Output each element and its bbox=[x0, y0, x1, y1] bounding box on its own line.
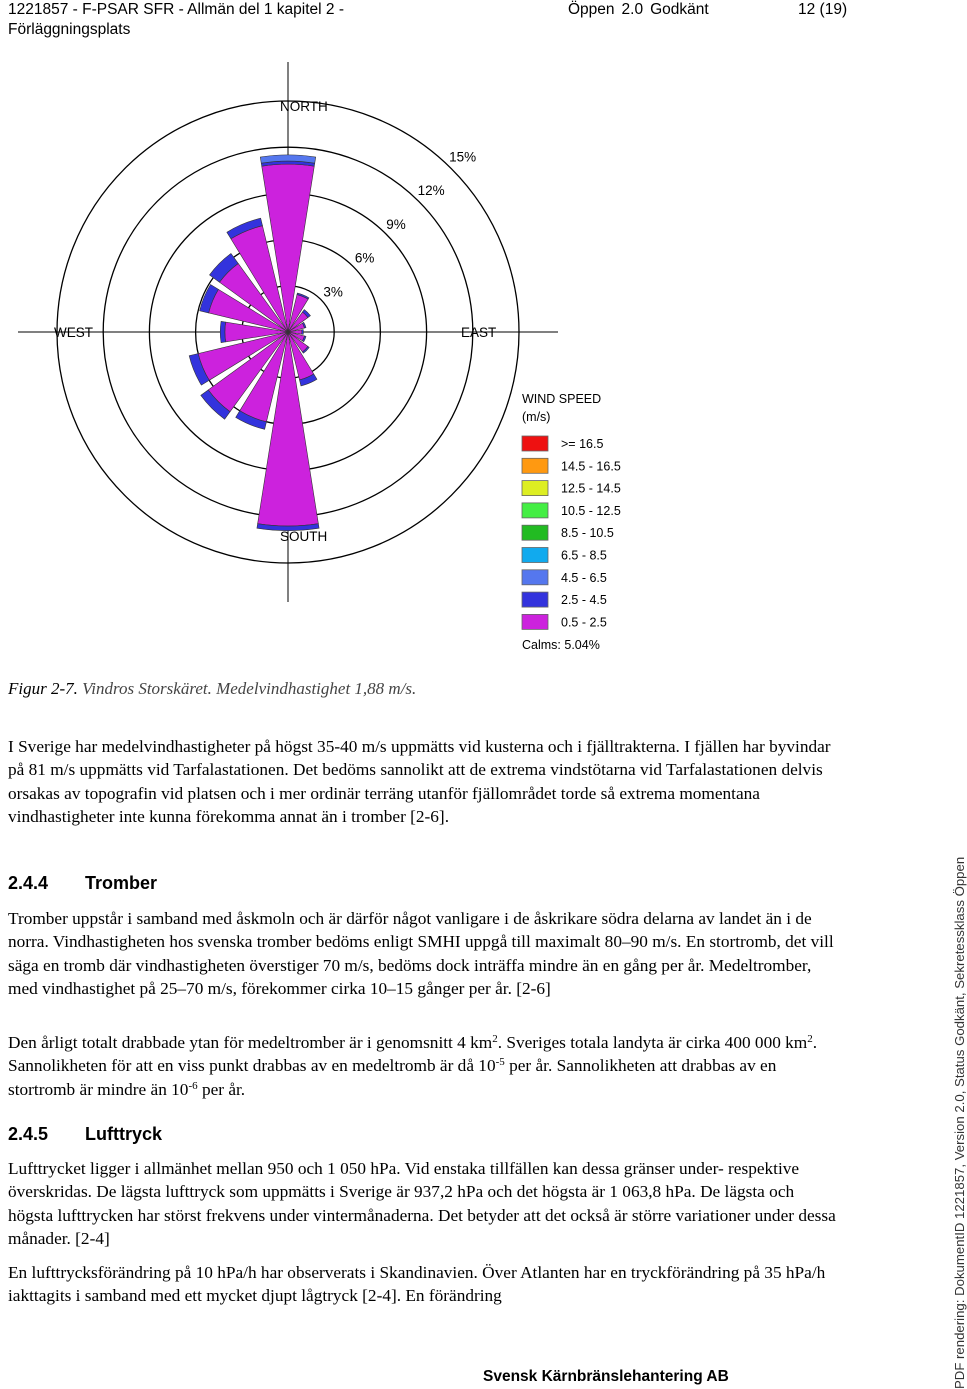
ring-label: 9% bbox=[386, 216, 406, 232]
wind-speed-legend bbox=[522, 392, 621, 652]
paragraph-lufttryck: Lufttrycket ligger i allmänhet mellan 950 och 1 050 hPa. Vid enstaka tillfällen kan dessa gränser under- respektive överskridas. De lägsta lufttryck som uppmätts i Sverige är 937,2 hPa och det högsta är 1 063,8 hPa. De lägsta och högsta lufttrycken har störst frekvens under vintermånaderna. Det betyder att det också är större variationer under dessa månader. [2-4] bbox=[8, 1159, 836, 1248]
calms-label: Calms: 5.04% bbox=[522, 638, 600, 652]
section-title: Tromber bbox=[85, 873, 158, 893]
figure-caption bbox=[8, 679, 416, 699]
legend-label: >= 16.5 bbox=[561, 437, 604, 451]
status-open: Öppen bbox=[568, 1, 615, 18]
footer-company: Svensk Kärnbränslehantering AB bbox=[483, 1368, 729, 1385]
paragraph-pressure-change: En lufttrycksförändring på 10 hPa/h har observerats i Skandinavien. Över Atlanten har en tryckförändring på 35 hPa/h iakttagits i samband med ett mycket djupt lågtryck [2-4]. En förändring bbox=[8, 1263, 826, 1306]
superscript: -5 bbox=[495, 1056, 505, 1069]
wind-rose-petals bbox=[189, 155, 319, 531]
superscript: -6 bbox=[188, 1079, 198, 1092]
text-run: Den årligt totalt drabbade ytan för medeltromber är i genomsnitt 4 km bbox=[8, 1033, 493, 1052]
section-title: Lufttryck bbox=[85, 1124, 163, 1144]
section-heading-tromber bbox=[8, 873, 157, 894]
legend-swatch bbox=[522, 614, 548, 629]
legend-label: 4.5 - 6.5 bbox=[561, 570, 607, 585]
legend-label: 10.5 - 12.5 bbox=[561, 503, 621, 518]
ring-label: 12% bbox=[417, 183, 445, 199]
legend-swatch bbox=[522, 570, 548, 585]
ring-label: 15% bbox=[449, 149, 477, 165]
wind-rose-chart bbox=[0, 60, 960, 660]
paragraph-tromber: Tromber uppstår i samband med åskmoln och är därför något vanligare i de åskrikare södra delarna av landet än i de norra. Vindhastigheten hos svenska tromber bedöms enligt SMHI uppgå till maximalt 80–90 m/s. En stortromb, det vill säga en tromb där vindhastigheten överstiger 70 m/s, bedöms dock inträffa mindre än en gång per år. Medeltromber, med vindhastighet på 25–70 m/s, förekommer cirka 10–15 gånger per år. [2-6] bbox=[8, 909, 834, 998]
text-run: per år. Sannolikheten att drabbas av en stortromb är mindre än 10 bbox=[8, 1056, 777, 1099]
status-approved: Godkänt bbox=[650, 1, 709, 18]
text-run: . Sveriges totala landyta är cirka 400 000 km bbox=[497, 1033, 808, 1052]
petal-e bbox=[302, 330, 304, 335]
pdf-rendering-note: PDF rendering: DokumentID 1221857, Version 2.0, Status Godkänt, Sekretessklass Öppen bbox=[952, 856, 967, 1389]
legend-swatch bbox=[522, 503, 548, 518]
superscript: 2 bbox=[492, 1033, 498, 1045]
section-heading-lufttryck bbox=[8, 1124, 162, 1145]
section-number: 2.4.4 bbox=[8, 873, 49, 893]
legend-label: 2.5 - 4.5 bbox=[561, 593, 607, 608]
paragraph-tromb-probability bbox=[8, 1031, 838, 1101]
compass-south-label: SOUTH bbox=[280, 529, 328, 544]
legend-swatch bbox=[522, 481, 548, 496]
superscript: 2 bbox=[807, 1033, 813, 1045]
section-number: 2.4.5 bbox=[8, 1124, 49, 1144]
ring-label: 3% bbox=[323, 284, 343, 300]
document-status bbox=[568, 0, 716, 20]
text-run: . Sannolikheten för att en viss punkt drabbas av en medeltromb är då 10 bbox=[8, 1033, 818, 1076]
figure-number: Figur 2-7. bbox=[8, 679, 78, 698]
legend-label: 0.5 - 2.5 bbox=[561, 615, 607, 630]
document-version: 2.0 bbox=[621, 1, 644, 18]
petal-w bbox=[220, 321, 225, 342]
legend-label: 12.5 - 14.5 bbox=[561, 481, 621, 496]
compass-west-label: WEST bbox=[54, 325, 93, 340]
ring-label: 6% bbox=[354, 250, 375, 266]
compass-east-label: EAST bbox=[461, 325, 497, 340]
legend-title-line1: WIND SPEED bbox=[522, 392, 602, 406]
compass-north-label: NORTH bbox=[280, 99, 328, 114]
document-title-line2: Förläggningsplats bbox=[8, 21, 131, 38]
legend-swatch bbox=[522, 548, 548, 563]
legend-label: 8.5 - 10.5 bbox=[561, 526, 614, 541]
legend-swatch bbox=[522, 458, 548, 473]
legend-swatch bbox=[522, 592, 548, 607]
document-title-line1: 1221857 - F-PSAR SFR - Allmän del 1 kapitel 2 - bbox=[8, 1, 344, 18]
legend-label: 14.5 - 16.5 bbox=[561, 459, 621, 474]
legend-swatch bbox=[522, 525, 548, 540]
paragraph-wind-extremes: I Sverige har medelvindhastigheter på högst 35-40 m/s uppmätts vid kusterna och i fjälltrakterna. I fjällen har byvindar på 81 m/s uppmätts vid Tarfalastationen. Det bedöms sannolikt att de extrema vindstötarna vid Tarfalastationen delvis orsakas av topografin vid platsen och i mer ordinär terräng utanför fjällområdet torde så extrema momentana vindhastigheter inte kunna förekomma annat än i tromber [2-6]. bbox=[8, 737, 831, 826]
text-run: per år. bbox=[197, 1079, 246, 1099]
legend-label: 6.5 - 8.5 bbox=[561, 548, 607, 563]
legend-title-line2: (m/s) bbox=[522, 410, 551, 424]
document-title bbox=[8, 0, 428, 40]
page-number: 12 (19) bbox=[798, 1, 848, 18]
legend-swatch bbox=[522, 436, 548, 451]
wind-rose-ring-labels bbox=[323, 149, 476, 299]
figure-caption-text: Vindros Storskäret. Medelvindhastighet 1,88 m/s. bbox=[77, 679, 417, 698]
